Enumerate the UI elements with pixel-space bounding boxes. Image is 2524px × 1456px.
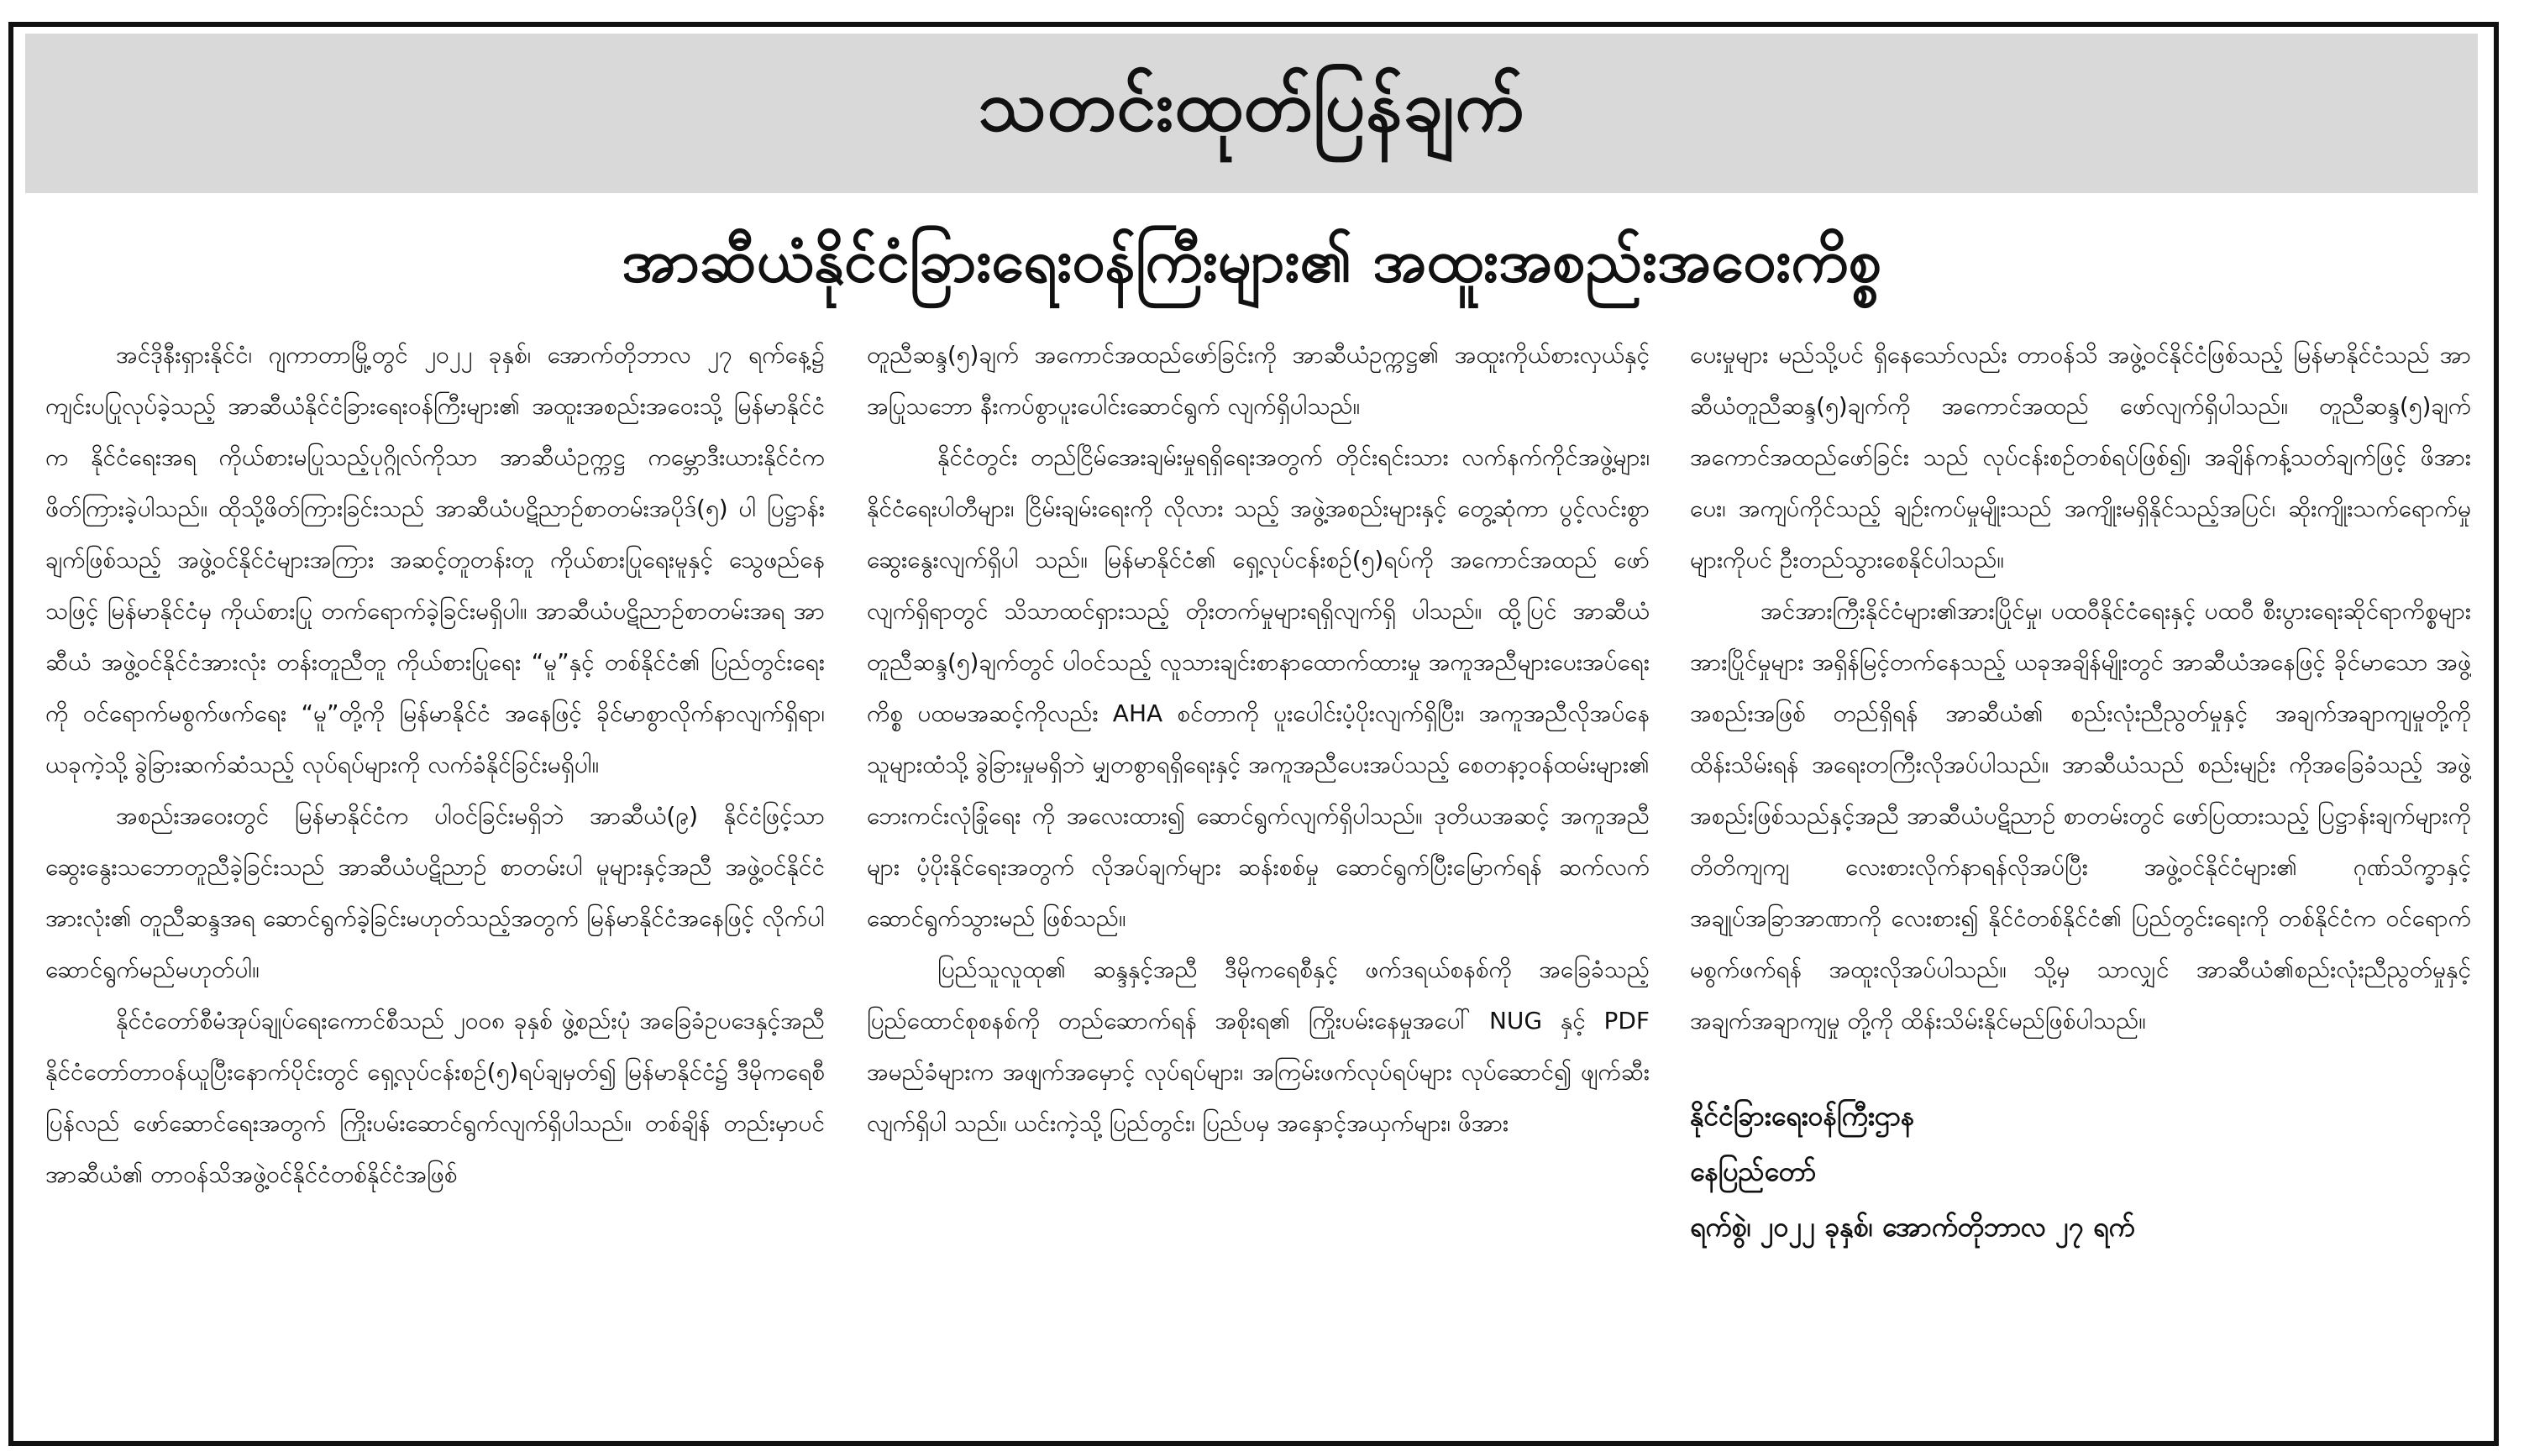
- col1-paragraph-3: နိုင်ငံတော်စီမံအုပ်ချုပ်ရေးကောင်စီသည် ၂၀၀၈ ခုနှစ် ဖွဲ့စည်းပုံ အခြေခံဥပဒေနှင့်အညီ နိုင်ငံတော်တာဝန်ယူပြီးနောက်ပိုင်းတွင် ရှေ့လုပ်ငန်းစဉ်(၅)ရပ်ချမှတ်၍ မြန်မာနိုင်ငံ၌ ဒီမိုကရေစီ ပြန်လည် ဖော်ဆောင်ရေးအတွက် ကြိုးပမ်းဆောင်ရွက်လျက်ရှိပါသည်။ တစ်ချိန် တည်းမှာပင် အာဆီယံ၏ တာဝန်သိအဖွဲ့ဝင်နိုင်ငံတစ်နိုင်ငံအဖြစ်: [45, 1007, 825, 1188]
- col1-paragraph-2: အစည်းအဝေးတွင် မြန်မာနိုင်ငံက ပါဝင်ခြင်းမရှိဘဲ အာဆီယံ(၉) နိုင်ငံဖြင့်သာ ဆွေးနွေးသဘောတူညီခဲ့ခြင်းသည် အာဆီယံပဋိညာဉ် စာတမ်းပါ မူများနှင့်အညီ အဖွဲ့ဝင်နိုင်ငံအားလုံး၏ တူညီဆန္ဒအရ ဆောင်ရွက်ခဲ့ခြင်းမဟုတ်သည့်အတွက် မြန်မာနိုင်ငံအနေဖြင့် လိုက်ပါ ဆောင်ရွက်မည်မဟုတ်ပါ။: [45, 802, 825, 983]
- signature-ministry: နိုင်ငံခြားရေးဝန်ကြီးဌာန: [1690, 1100, 1915, 1132]
- subtitle-block: [25, 217, 2478, 317]
- col3-paragraph-1: ပေးမှုများ မည်သို့ပင် ရှိနေသော်လည်း တာဝန်သိ အဖွဲ့ဝင်နိုင်ငံဖြစ်သည့် မြန်မာနိုင်ငံသည် အာဆီယံတူညီဆန္ဒ(၅)ချက်ကို အကောင်အထည် ဖော်လျက်ရှိပါသည်။ တူညီဆန္ဒ(၅)ချက် အကောင်အထည်ဖော်ခြင်း သည် လုပ်ငန်းစဉ်တစ်ရပ်ဖြစ်၍၊ အချိန်ကန့်သတ်ချက်ဖြင့် ဖိအားပေး၊ အကျပ်ကိုင်သည့် ချဉ်းကပ်မှုမျိုးသည် အကျိုးမရှိနိုင်သည့်အပြင်၊ ဆိုးကျိုးသက်ရောက်မှုများကိုပင် ဦးတည်သွားစေနိုင်ပါသည်။: [1690, 341, 2471, 573]
- col2-paragraph-3: ပြည်သူလူထု၏ ဆန္ဒနှင့်အညီ ဒီမိုကရေစီနှင့် ဖက်ဒရယ်စနစ်ကို အခြေခံသည့် ပြည်ထောင်စုစနစ်ကို တည်ဆောက်ရန် အစိုးရ၏ ကြိုးပမ်းနေမှုအပေါ် NUG နှင့် PDF အမည်ခံများက အဖျက်အမှောင့် လုပ်ရပ်များ၊ အကြမ်းဖက်လုပ်ရပ်များ လုပ်ဆောင်၍ ဖျက်ဆီးလျက်ရှိပါ သည်။ ယင်းကဲ့သို့ ပြည်တွင်း၊ ပြည်ပမှ အနှောင့်အယှက်များ၊ ဖိအား: [867, 956, 1650, 1137]
- col2-paragraph-1: တူညီဆန္ဒ(၅)ချက် အကောင်အထည်ဖော်ခြင်းကို အာဆီယံဥက္ကဋ္ဌ၏ အထူးကိုယ်စားလှယ်နှင့် အပြုသဘော နီးကပ်စွာပူးပေါင်းဆောင်ရွက် လျက်ရှိပါသည်။: [867, 341, 1650, 420]
- body-columns: [34, 329, 2486, 1433]
- col2-paragraph-2: နိုင်ငံတွင်း တည်ငြိမ်အေးချမ်းမှုရရှိရေးအတွက် တိုင်းရင်းသား လက်နက်ကိုင်အဖွဲ့များ၊ နိုင်ငံရေးပါတီများ၊ ငြိမ်းချမ်းရေးကို လိုလား သည့် အဖွဲ့အစည်းများနှင့် တွေ့ဆုံကာ ပွင့်လင်းစွာ ဆွေးနွေးလျက်ရှိပါ သည်။ မြန်မာနိုင်ငံ၏ ရှေ့လုပ်ငန်းစဉ်(၅)ရပ်ကို အကောင်အထည် ဖော်လျက်ရှိရာတွင် သိသာထင်ရှားသည့် တိုးတက်မှုများရရှိလျက်ရှိ ပါသည်။ ထို့ပြင် အာဆီယံတူညီဆန္ဒ(၅)ချက်တွင် ပါဝင်သည့် လူသားချင်းစာနာထောက်ထားမှု အကူအညီများပေးအပ်ရေးကိစ္စ ပထမအဆင့်ကိုလည်း AHA စင်တာကို ပူးပေါင်းပံ့ပိုးလျက်ရှိပြီး၊ အကူအညီလိုအပ်နေသူများထံသို့ ခွဲခြားမှုမရှိဘဲ မျှတစွာရရှိရေးနှင့် အကူအညီပေးအပ်သည့် စေတနာ့ဝန်ထမ်းများ၏ ဘေးကင်းလုံခြုံရေး ကို အလေးထား၍ ဆောင်ရွက်လျက်ရှိပါသည်။ ဒုတိယအဆင့် အကူအညီများ ပံ့ပိုးနိုင်ရေးအတွက် လိုအပ်ချက်များ ဆန်းစစ်မှု ဆောင်ရွက်ပြီးမြောက်ရန် ဆက်လက်ဆောင်ရွက်သွားမည် ဖြစ်သည်။: [867, 443, 1650, 932]
- document-subtitle: အာဆီယံနိုင်ငံခြားရေးဝန်ကြီးများ၏ အထူးအစည်းအဝေးကိစ္စ: [621, 226, 1882, 296]
- signature-block: [1690, 1088, 2471, 1254]
- signature-place: နေပြည်တော်: [1690, 1155, 1817, 1187]
- column-1: [45, 329, 825, 1433]
- signature-date: ရက်စွဲ၊ ၂၀၂၂ ခုနှစ်၊ အောက်တိုဘာလ ၂၇ ရက်: [1690, 1211, 2135, 1243]
- column-3: [1690, 329, 2471, 1433]
- banner-title: သတင်းထုတ်ပြန်ချက်: [978, 65, 1525, 147]
- col1-paragraph-1: အင်ဒိုနီးရှားနိုင်ငံ၊ ဂျကာတာမြို့တွင် ၂၀၂၂ ခုနှစ်၊ အောက်တိုဘာလ ၂၇ ရက်နေ့၌ ကျင်းပပြုလုပ်ခဲ့သည့် အာဆီယံနိုင်ငံခြားရေးဝန်ကြီးများ၏ အထူးအစည်းအဝေးသို့ မြန်မာနိုင်ငံက နိုင်ငံရေးအရ ကိုယ်စားမပြုသည့်ပုဂ္ဂိုလ်ကိုသာ အာဆီယံဥက္ကဋ္ဌ ကမ္ဘောဒီးယားနိုင်ငံက ဖိတ်ကြားခဲ့ပါသည်။ ထိုသို့ဖိတ်ကြားခြင်းသည် အာဆီယံပဋိညာဉ်စာတမ်းအပိုဒ်(၅) ပါ ပြဋ္ဌာန်းချက်ဖြစ်သည့် အဖွဲ့ဝင်နိုင်ငံများအကြား အဆင့်တူတန်းတူ ကိုယ်စားပြုရေးမူနှင့် သွေဖည်နေသဖြင့် မြန်မာနိုင်ငံမှ ကိုယ်စားပြု တက်ရောက်ခဲ့ခြင်းမရှိပါ။ အာဆီယံပဋိညာဉ်စာတမ်းအရ အာဆီယံ အဖွဲ့ဝင်နိုင်ငံအားလုံး တန်းတူညီတူ ကိုယ်စားပြုရေး “မူ”နှင့် တစ်နိုင်ငံ၏ ပြည်တွင်းရေးကို ဝင်ရောက်မစွက်ဖက်ရေး “မူ”တို့ကို မြန်မာနိုင်ငံ အနေဖြင့် ခိုင်မာစွာလိုက်နာလျက်ရှိရာ၊ ယခုကဲ့သို့ ခွဲခြားဆက်ဆံသည့် လုပ်ရပ်များကို လက်ခံနိုင်ခြင်းမရှိပါ။: [45, 341, 825, 778]
- col3-paragraph-2: အင်အားကြီးနိုင်ငံများ၏အားပြိုင်မှု၊ ပထဝီနိုင်ငံရေးနှင့် ပထဝီ စီးပွားရေးဆိုင်ရာကိစ္စများ အားပြိုင်မှုများ အရှိန်မြင့်တက်နေသည့် ယခုအချိန်မျိုးတွင် အာဆီယံအနေဖြင့် ခိုင်မာသော အဖွဲ့အစည်းအဖြစ် တည်ရှိရန် အာဆီယံ၏ စည်းလုံးညီညွတ်မှုနှင့် အချက်အချာကျမှုတို့ကို ထိန်းသိမ်းရန် အရေးတကြီးလိုအပ်ပါသည်။ အာဆီယံသည် စည်းမျဉ်း ကိုအခြေခံသည့် အဖွဲ့အစည်းဖြစ်သည်နှင့်အညီ အာဆီယံပဋိညာဉ် စာတမ်းတွင် ဖော်ပြထားသည့် ပြဋ္ဌာန်းချက်များကို တိတိကျကျ လေးစားလိုက်နာရန်လိုအပ်ပြီး အဖွဲ့ဝင်နိုင်ငံများ၏ ဂုဏ်သိက္ခာနှင့် အချုပ်အခြာအာဏာကို လေးစား၍ နိုင်ငံတစ်နိုင်ငံ၏ ပြည်တွင်းရေးကို တစ်နိုင်ငံက ဝင်ရောက်မစွက်ဖက်ရန် အထူးလိုအပ်ပါသည်။ သို့မှ သာလျှင် အာဆီယံ၏စည်းလုံးညီညွတ်မှုနှင့် အချက်အချာကျမှု တို့ကို ထိန်းသိမ်းနိုင်မည်ဖြစ်ပါသည်။: [1690, 597, 2471, 1034]
- title-banner: [25, 34, 2478, 193]
- column-2: [867, 329, 1650, 1433]
